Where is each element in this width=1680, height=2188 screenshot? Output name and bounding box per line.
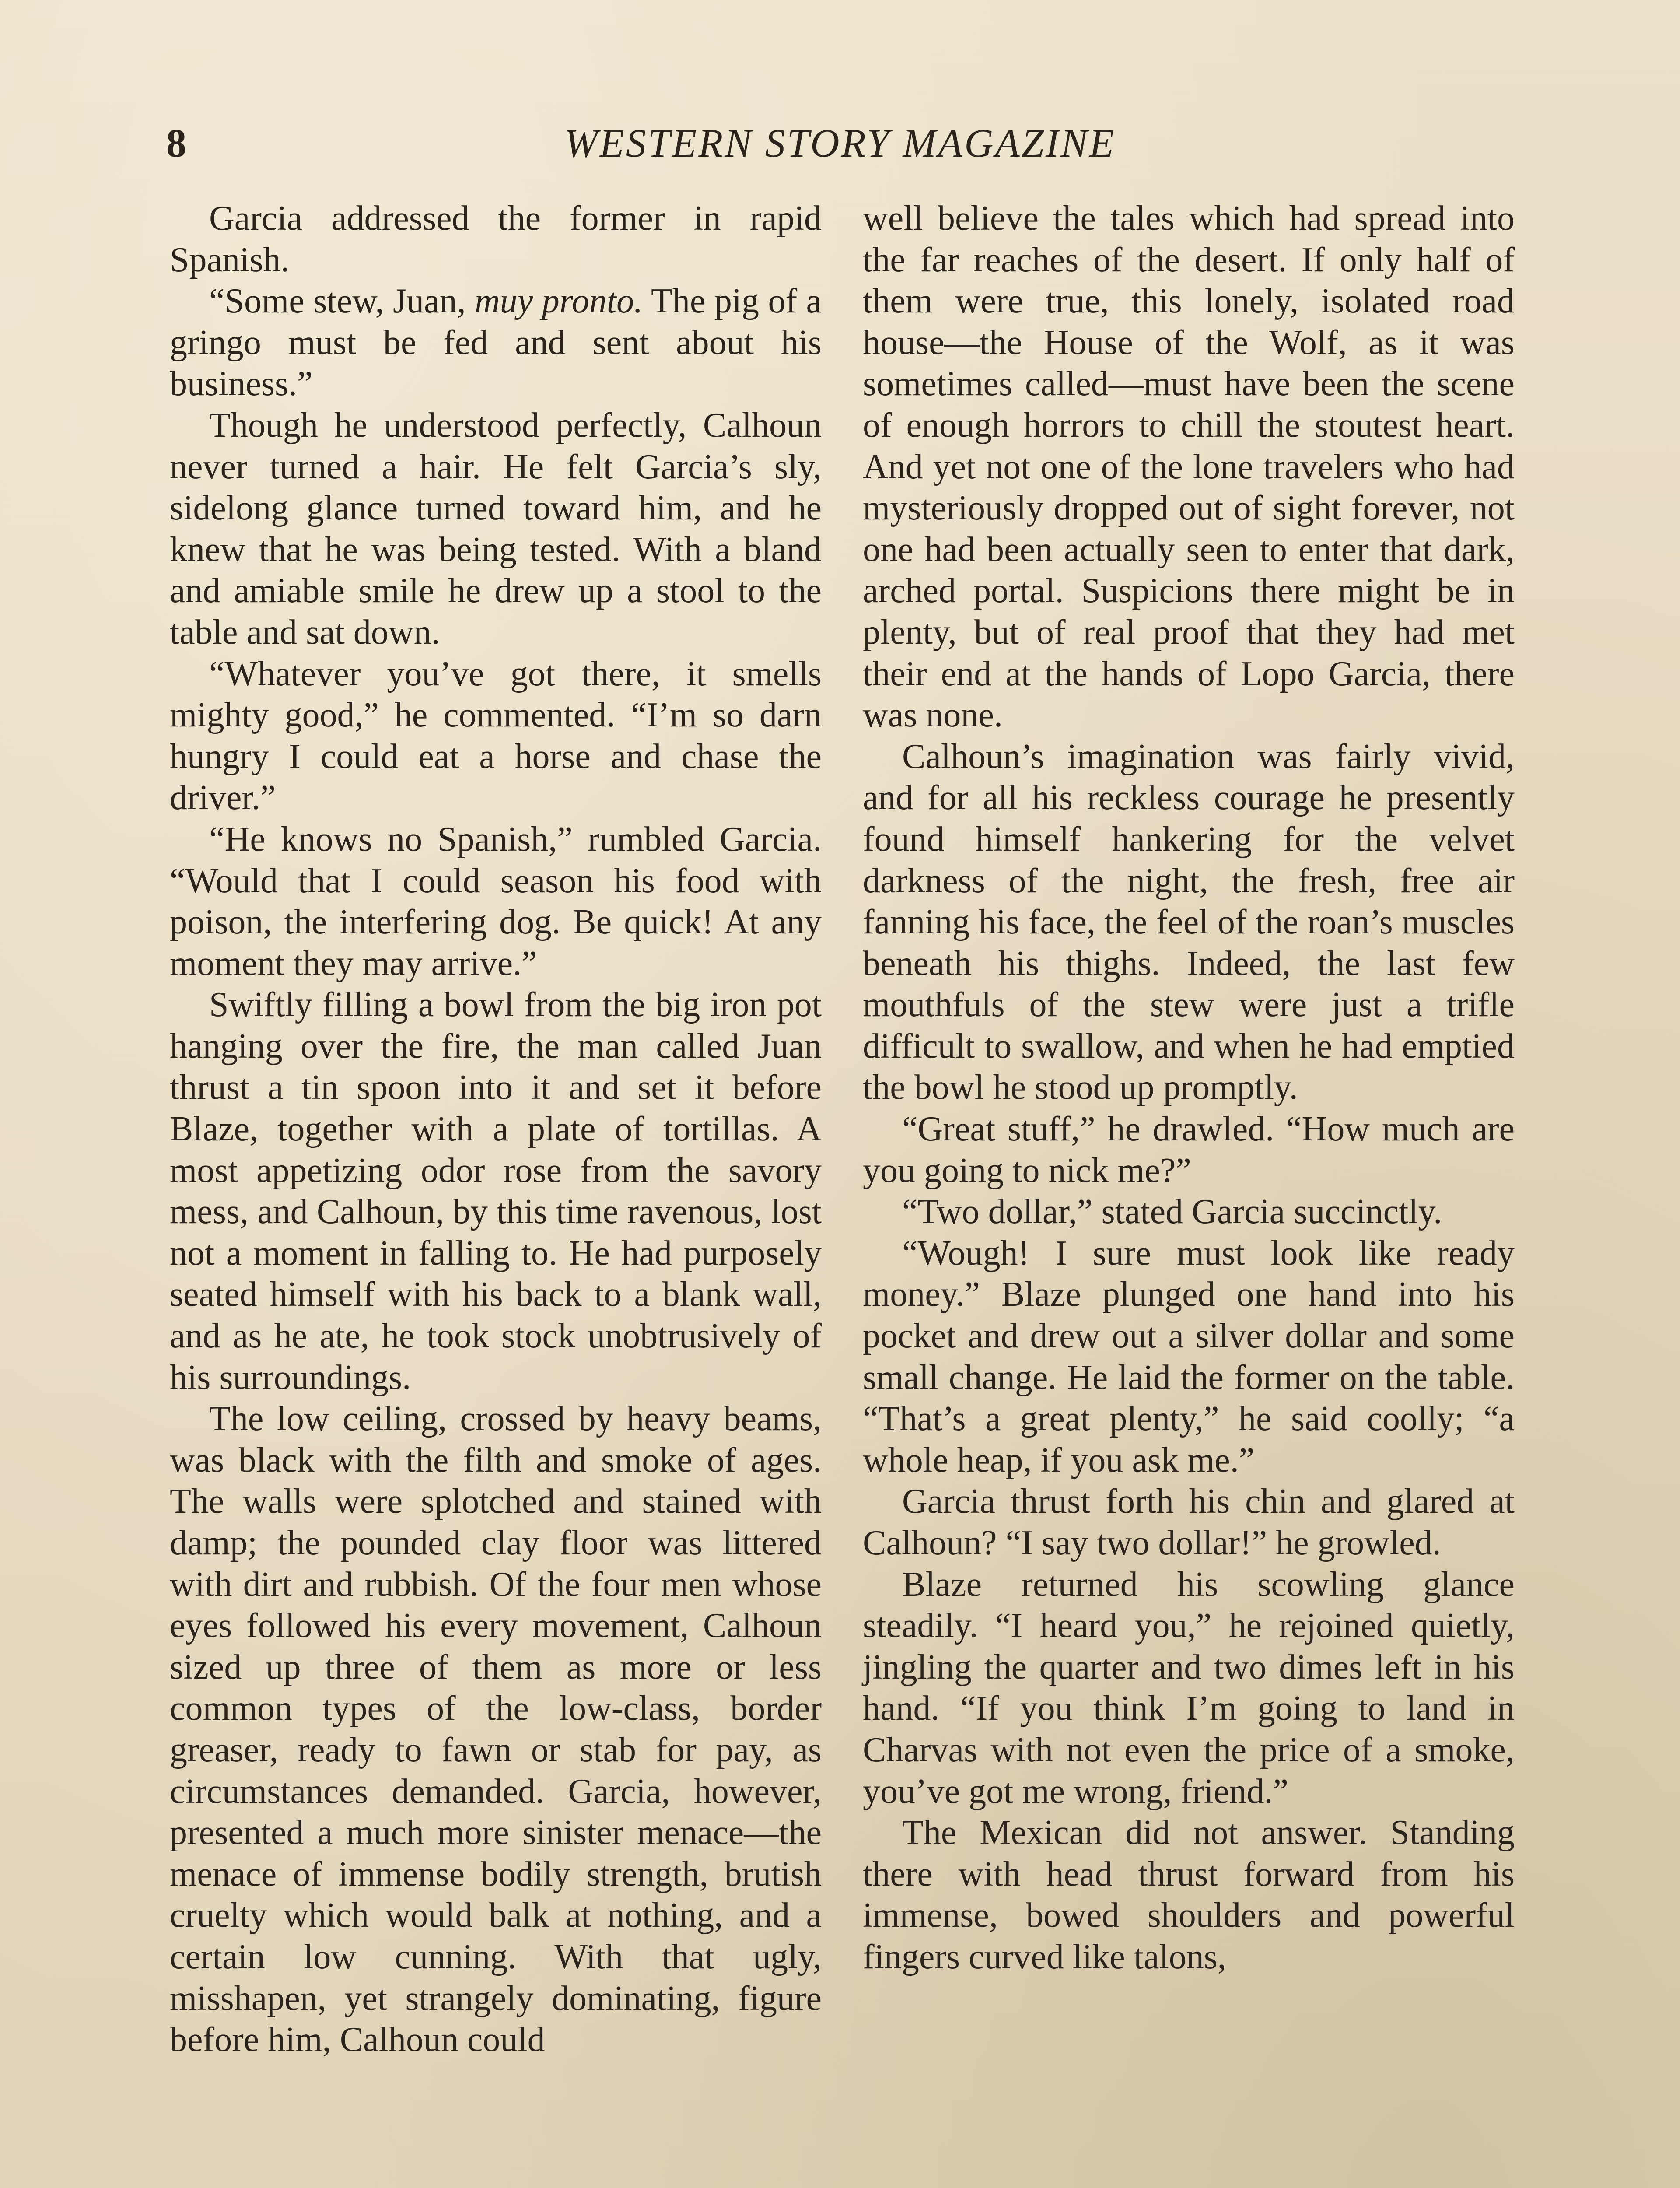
dialogue-text: The pig of a gringo must be fed and sent about his business.” — [170, 282, 822, 403]
right-column — [863, 198, 1515, 1978]
left-column — [170, 198, 822, 2061]
dialogue-text: “Some stew, Juan, — [209, 282, 475, 321]
paragraph: “He knows no Spanish,” rumbled Garcia. “Would that I could season his food with poison, the interfering dog. Be quick! At any moment they may arrive.” — [170, 820, 822, 983]
paragraph: The Mexican did not answer. Standing there with head thrust forward from his immense, bowed shoulders and powerful fingers curved like talons, — [863, 1813, 1515, 1976]
paragraph: “Great stuff,” he drawled. “How much are you going to nick me?” — [863, 1110, 1515, 1190]
italic-phrase: muy pronto. — [475, 282, 643, 321]
paragraph: Though he understood perfectly, Calhoun never turned a hair. He felt Garcia’s sly, sidelong glance turned toward him, and he knew that he was being tested. With a bland and amiable smile he drew up a stool to the table and sat down. — [170, 406, 822, 652]
paragraph: Swiftly filling a bowl from the big iron pot hanging over the fire, the man called Juan thrust a tin spoon into it and set it before Blaze, together with a plate of tortillas. A most appetizing odor rose from the savory mess, and Calhoun, by this time ravenous, lost not a moment in falling to. He had purposely seated himself with his back to a blank wall, and as he ate, he took stock unobtrusively of his surroundings. — [170, 985, 822, 1397]
paragraph: “Wough! I sure must look like ready money.” Blaze plunged one hand into his pocket and drew out a silver dollar and some small change. He laid the former on the table. “That’s a great plenty,” he said coolly; “a whole heap, if you ask me.” — [863, 1234, 1515, 1480]
page-header — [166, 119, 1514, 167]
page-number: 8 — [166, 121, 186, 165]
paragraph: Calhoun’s imagination was fairly vivid, and for all his reckless courage he presently found himself hankering for the velvet darkness of the night, the fresh, free air fanning his face, the feel of the roan’s muscles beneath his thighs. Indeed, the last few mouthfuls of the stew were just a trifle difficult to swallow, and when he had emptied the bowl he stood up promptly. — [863, 737, 1515, 1107]
paragraph: Garcia thrust forth his chin and glared at Calhoun? “I say two dollar!” he growled. — [863, 1482, 1515, 1562]
paragraph — [170, 281, 822, 405]
running-title: WESTERN STORY MAGAZINE — [564, 121, 1116, 165]
paragraph: The low ceiling, crossed by heavy beams, was black with the filth and smoke of ages. The walls were splotched and stained with damp; the pounded clay floor was littered with dirt and rubbish. Of the four men whose eyes followed his every movement, Calhoun sized up three of them as more or less common types of the low-class, border greaser, ready to fawn or stab for pay, as circumstances demanded. Garcia, however, presented a much more sinister menace—the menace of immense bodily strength, brutish cruelty which would balk at nothing, and a certain low cunning. With that ugly, misshapen, yet strangely dominating, figure before him, Calhoun could — [170, 1399, 822, 2059]
paragraph: Garcia addressed the former in rapid Spanish. — [170, 199, 822, 279]
paragraph-continued: well believe the tales which had spread into the far reaches of the desert. If only half of them were true, this lonely, isolated road house—the House of the Wolf, as it was sometimes called—must have been the scene of enough horrors to chill the stoutest heart. And yet not one of the lone travelers who had mysteriously dropped out of sight forever, not one had been actually seen to enter that dark, arched portal. Suspicions there might be in plenty, but of real proof that they had met their end at the hands of Lopo Garcia, there was none. — [863, 199, 1515, 735]
paragraph: Blaze returned his scowling glance steadily. “I heard you,” he rejoined quietly, jingling the quarter and two dimes left in his hand. “If you think I’m going to land in Charvas with not even the price of a smoke, you’ve got me wrong, friend.” — [863, 1565, 1515, 1811]
paragraph: “Whatever you’ve got there, it smells mighty good,” he commented. “I’m so darn hungry I could eat a horse and chase the driver.” — [170, 654, 822, 817]
paragraph: “Two dollar,” stated Garcia succinctly. — [902, 1192, 1442, 1231]
